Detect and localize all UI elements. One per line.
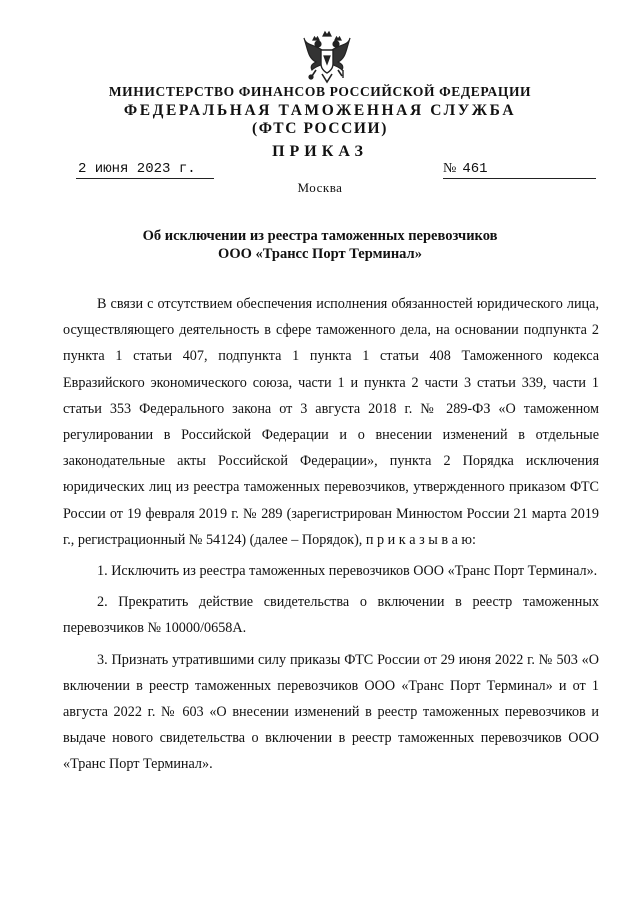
document-title-line-2: ООО «Трансс Порт Терминал» xyxy=(218,246,422,262)
number-sign: № xyxy=(443,161,457,176)
order-item-1: 1. Исключить из реестра таможенных перевозчиков ООО «Транс Порт Терминал». xyxy=(97,563,598,580)
order-number-field xyxy=(443,160,596,179)
service-abbreviation: (ФТС РОССИИ) xyxy=(252,120,388,137)
document-title-line-1: Об исключении из реестра таможенных перевозчиков xyxy=(142,228,498,244)
city: Москва xyxy=(297,180,343,195)
order-item-2: 2. Прекратить действие свидетельства о включении в реестр таможенных перевозчиков № 10000/0658А. xyxy=(63,594,599,637)
service-name: ФЕДЕРАЛЬНАЯ ТАМОЖЕННАЯ СЛУЖБА xyxy=(123,102,517,119)
document-body xyxy=(63,291,599,783)
preamble-paragraph: В связи с отсутствием обеспечения исполнения обязанностей юридического лица, осуществляющего деятельность в сфере таможенного дела, на основании подпункта 2 пункта 1 статьи 407, подпункта 1 пункта 1 статьи 408 Таможенного кодекса Евразийского экономического союза, части 1 и пункта 2 части 3 статьи 339, части 1 статьи 353 Федерального закона от 3 августа 2018 г. № 289-ФЗ «О таможенном регулировании в Российской Федерации и о внесении изменений в отдельные законодательные акты Российской Федерации», пункта 2 Порядка исключения юридических лиц из реестра таможенных перевозчиков, утвержденного приказом ФТС России от 19 февраля 2019 г. № 289 (зарегистрирован Минюстом России 21 марта 2019 г., регистрационный № 54124) (далее – Порядок), п р и к а з ы в а ю: xyxy=(63,296,599,548)
order-item-3: 3. Признать утратившими силу приказы ФТС России от 29 июня 2022 г. № 503 «О включении в реестр таможенных перевозчиков ООО «Транс Порт Терминал» и от 1 августа 2022 г. № 603 «О внесении изменений в реестр таможенных перевозчиков и выдаче нового свидетельства о включении в реестр таможенных перевозчиков ООО «Транс Порт Терминал». xyxy=(63,651,599,773)
ministry-name: МИНИСТЕРСТВО ФИНАНСОВ РОССИЙСКОЙ ФЕДЕРАЦИИ xyxy=(108,84,532,99)
order-number: 461 xyxy=(462,161,488,177)
order-date: 2 июня 2023 г. xyxy=(76,160,214,179)
document-type: ПРИКАЗ xyxy=(272,143,368,160)
russian-coat-of-arms-icon xyxy=(302,30,352,86)
